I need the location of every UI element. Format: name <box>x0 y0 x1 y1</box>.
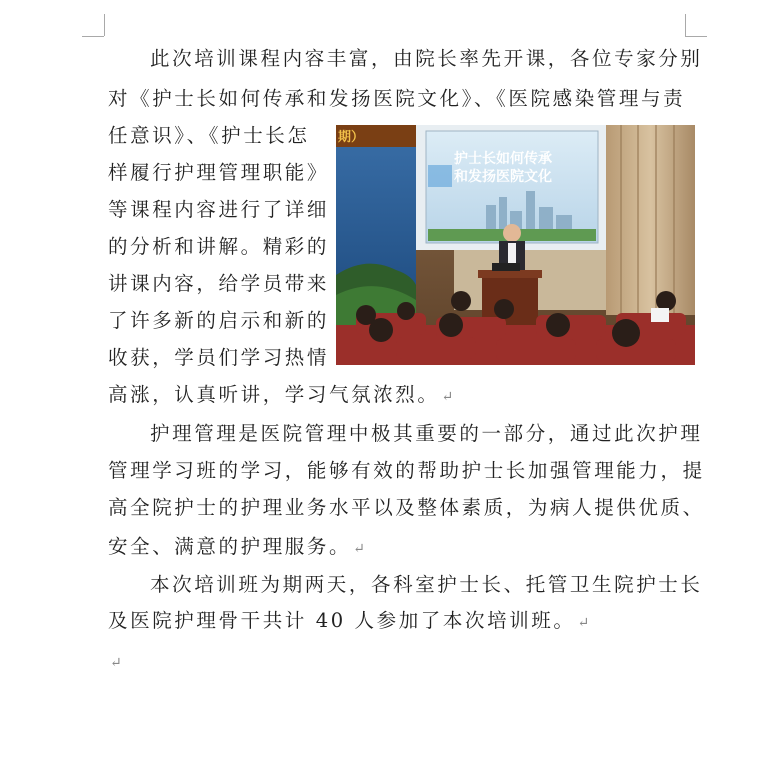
p3-line-2-text: 及医院护理骨干共计 40 人参加了本次培训班。 <box>108 609 576 632</box>
p3-line-1: 本次培训班为期两天，各科室护士长、托管卫生院护士长 <box>150 573 703 596</box>
p1-line-10 <box>108 382 453 410</box>
p1-line-3: 任意识》、《护士长怎 <box>108 124 310 147</box>
screen-title-line1: 护士长如何传承 <box>454 151 552 167</box>
p1-line-10-text: 高涨，认真听讲，学习气氛浓烈。 <box>108 383 440 406</box>
p1-line-4: 样履行护理管理职能》 <box>108 161 330 184</box>
banner-text: 期） <box>338 130 365 145</box>
p2-line-4 <box>108 534 365 562</box>
paragraph-mark: ↵ <box>110 655 122 671</box>
p1-line-6: 的分析和讲解。精彩的 <box>108 235 330 258</box>
p2-line-2: 管理学习班的学习，能够有效的帮助护士长加强管理能力，提 <box>108 459 705 482</box>
paragraph-mark: ↵ <box>577 615 590 631</box>
p1-line-2: 对《护士长如何传承和发扬医院文化》、《医院感染管理与责 <box>108 87 686 110</box>
p3-line-2 <box>108 608 589 636</box>
p1-line-1: 此次培训课程内容丰富，由院长率先开课，各位专家分别 <box>150 47 703 70</box>
empty-paragraph <box>108 648 122 676</box>
p1-line-7: 讲课内容，给学员带来 <box>108 272 330 295</box>
paragraph-mark: ↵ <box>353 541 365 557</box>
lecture-photo <box>336 125 695 365</box>
p2-line-1: 护理管理是医院管理中极其重要的一部分，通过此次护理 <box>150 422 703 445</box>
p1-line-8: 了许多新的启示和新的 <box>108 309 330 332</box>
p1-line-5: 等课程内容进行了详细 <box>108 198 330 221</box>
p2-line-4-text: 安全、满意的护理服务。 <box>108 535 352 558</box>
screen-title-line2: 和发扬医院文化 <box>454 169 552 185</box>
p2-line-3: 高全院护士的护理业务水平以及整体素质，为病人提供优质、 <box>108 496 705 519</box>
paragraph-mark: ↵ <box>441 389 454 405</box>
p1-line-9: 收获，学员们学习热情 <box>108 346 330 369</box>
